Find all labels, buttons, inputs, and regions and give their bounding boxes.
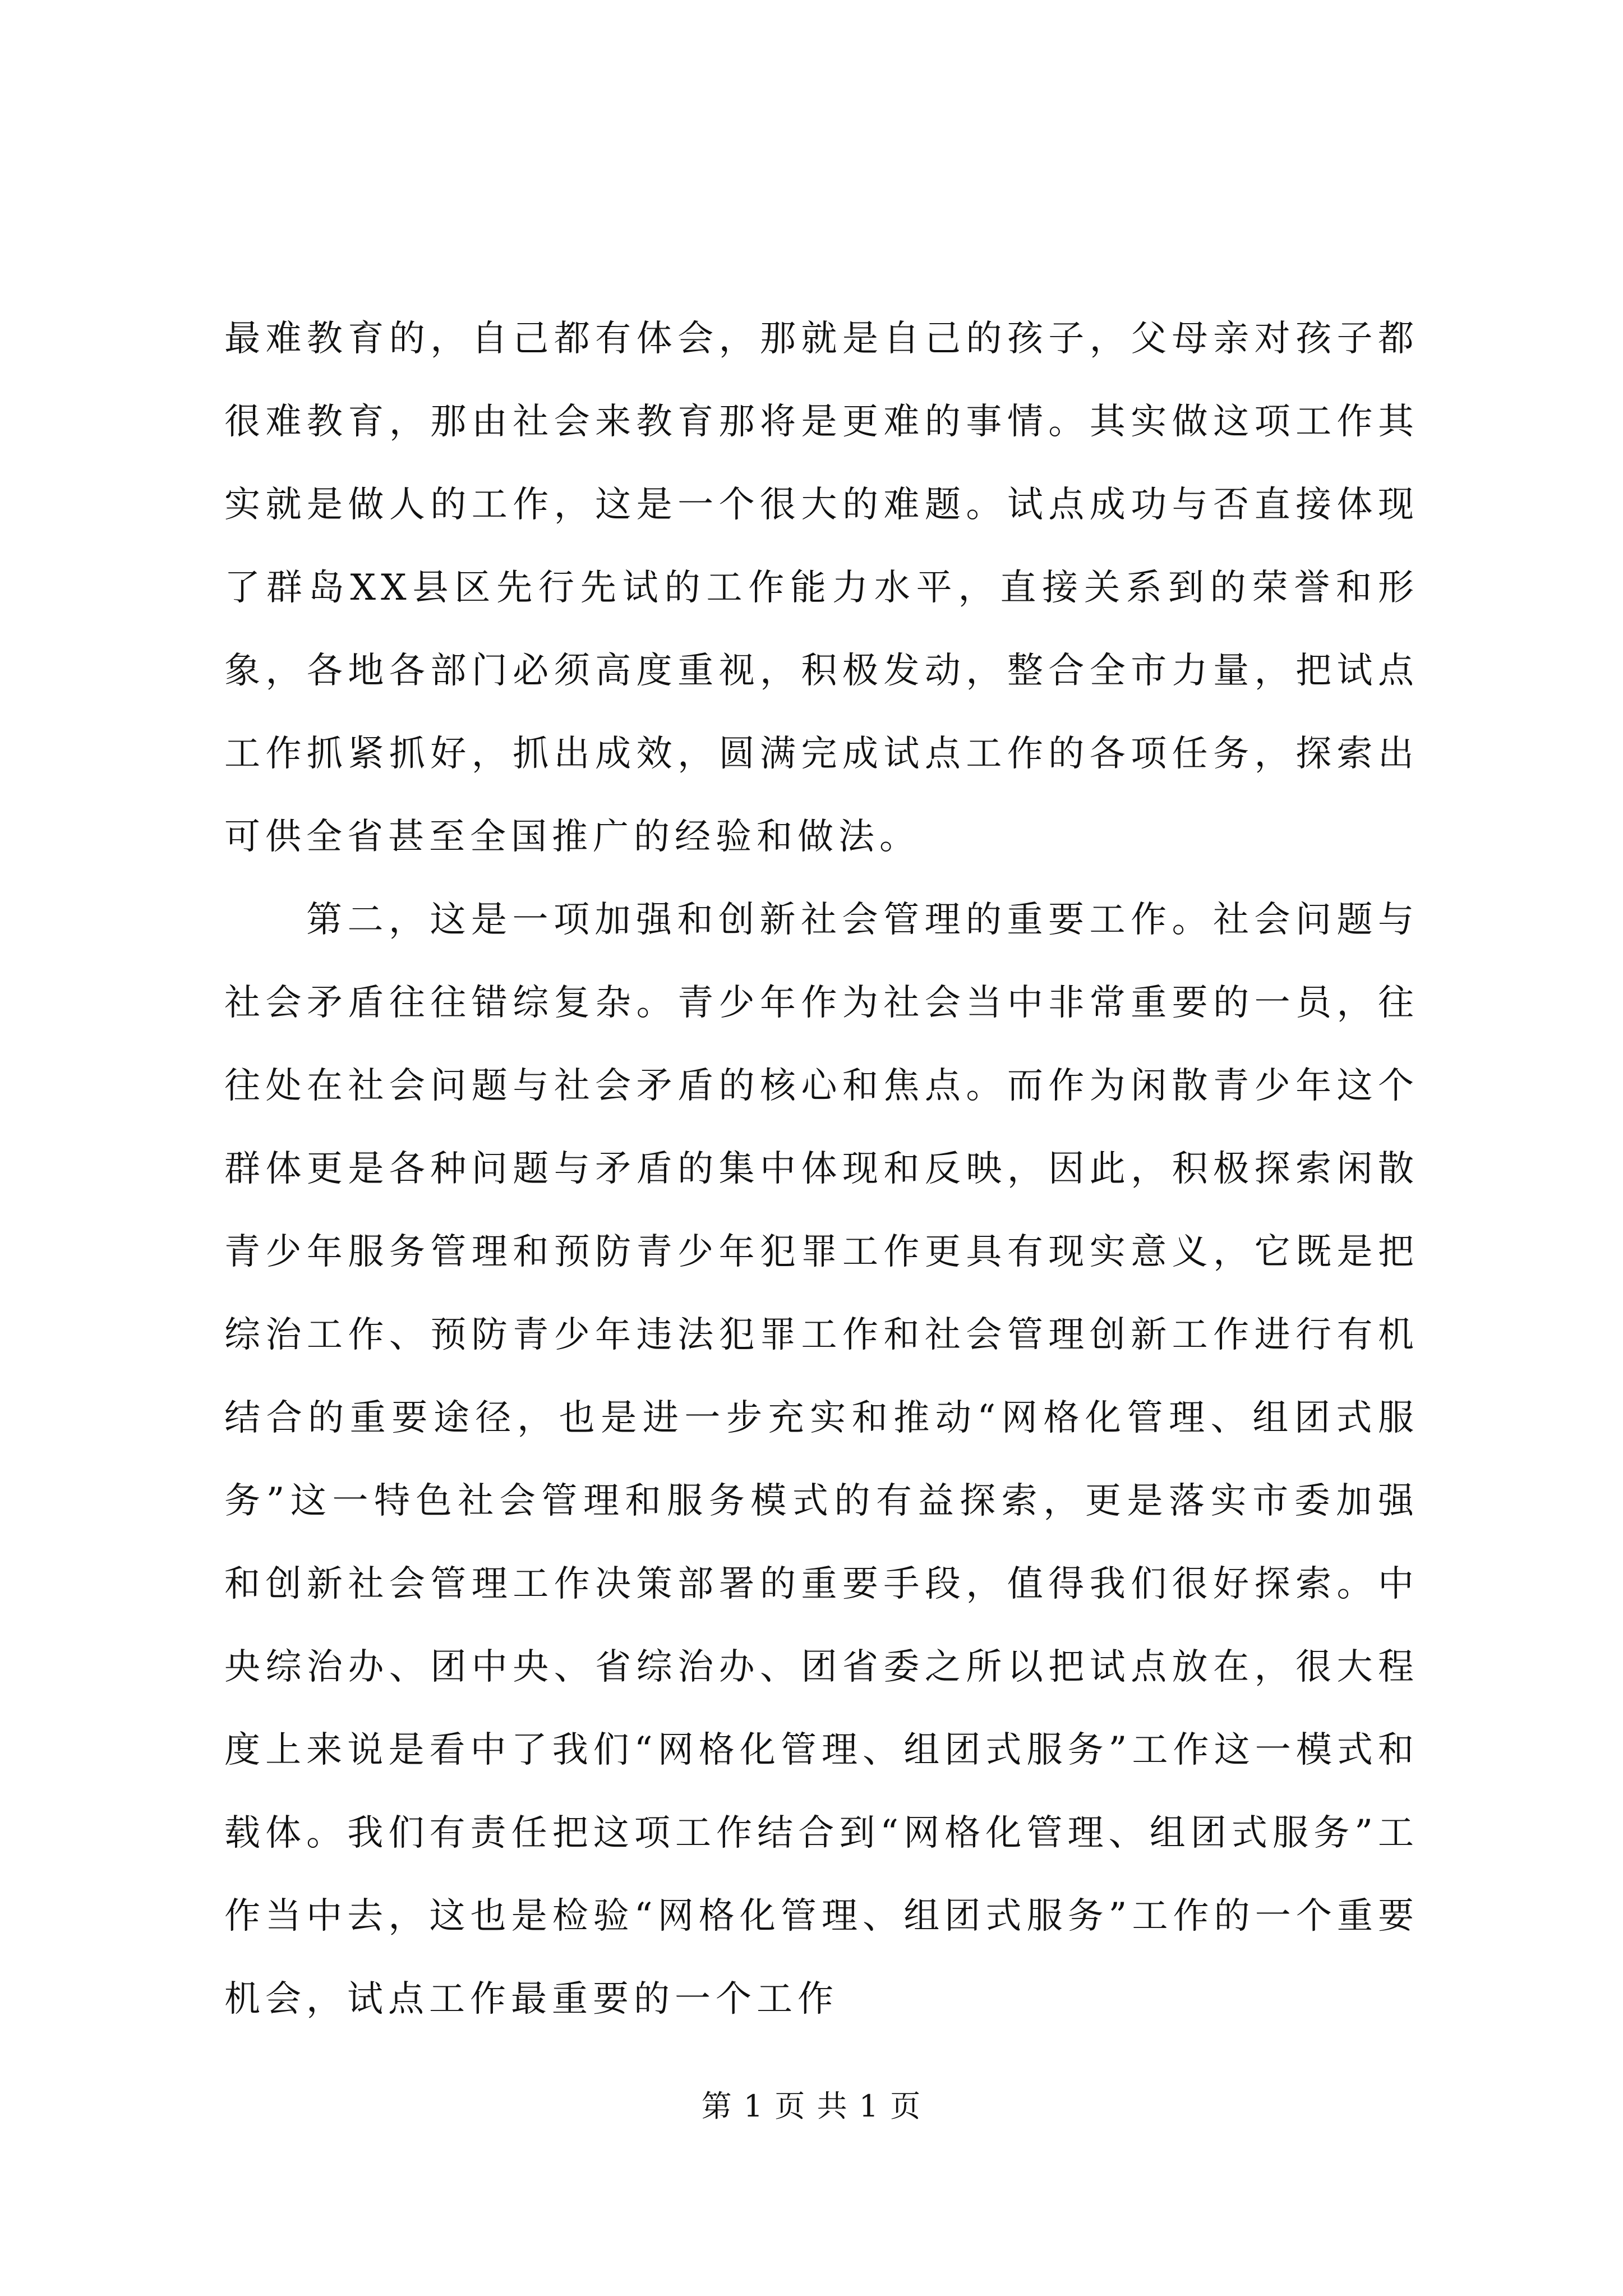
page-footer: 第 1 页 共 1 页 (701, 2088, 922, 2124)
paragraph-2: 第二，这是一项加强和创新社会管理的重要工作。社会问题与社会矛盾往往错综复杂。青少年作为社会当中非常重要的一员，往往处在社会问题与社会矛盾的核心和焦点。而作为闲散青少年这个群体更是各种问题与矛盾的集中体现和反映，因此，积极探索闲散青少年服务管理和预防青少年犯罪工作更具有现实意义，它既是把综治工作、预防青少年违法犯罪工作和社会管理创新工作进行有机结合的重要途径，也是进一步充实和推动“网格化管理、组团式服务”这一特色社会管理和服务模式的有益探索，更是落实市委加强和创新社会管理工作决策部署的重要手段，值得我们很好探索。中央综治办、团中央、省综治办、团省委之所以把试点放在，很大程度上来说是看中了我们“网格化管理、组团式服务”工作这一模式和载体。我们有责任把这项工作结合到“网格化管理、组团式服务”工作当中去，这也是检验“网格化管理、组团式服务”工作的一个重要机会，试点工作最重要的一个工作 (224, 899, 1419, 2020)
document-body (224, 297, 1419, 2041)
paragraph-1: 最难教育的，自己都有体会，那就是自己的孩子，父母亲对孩子都很难教育，那由社会来教育那将是更难的事情。其实做这项工作其实就是做人的工作，这是一个很大的难题。试点成功与否直接体现了群岛XX县区先行先试的工作能力水平，直接关系到的荣誉和形象，各地各部门必须高度重视，积极发动，整合全市力量，把试点工作抓紧抓好，抓出成效，圆满完成试点工作的各项任务，探索出可供全省甚至全国推广的经验和做法。 (224, 318, 1419, 858)
